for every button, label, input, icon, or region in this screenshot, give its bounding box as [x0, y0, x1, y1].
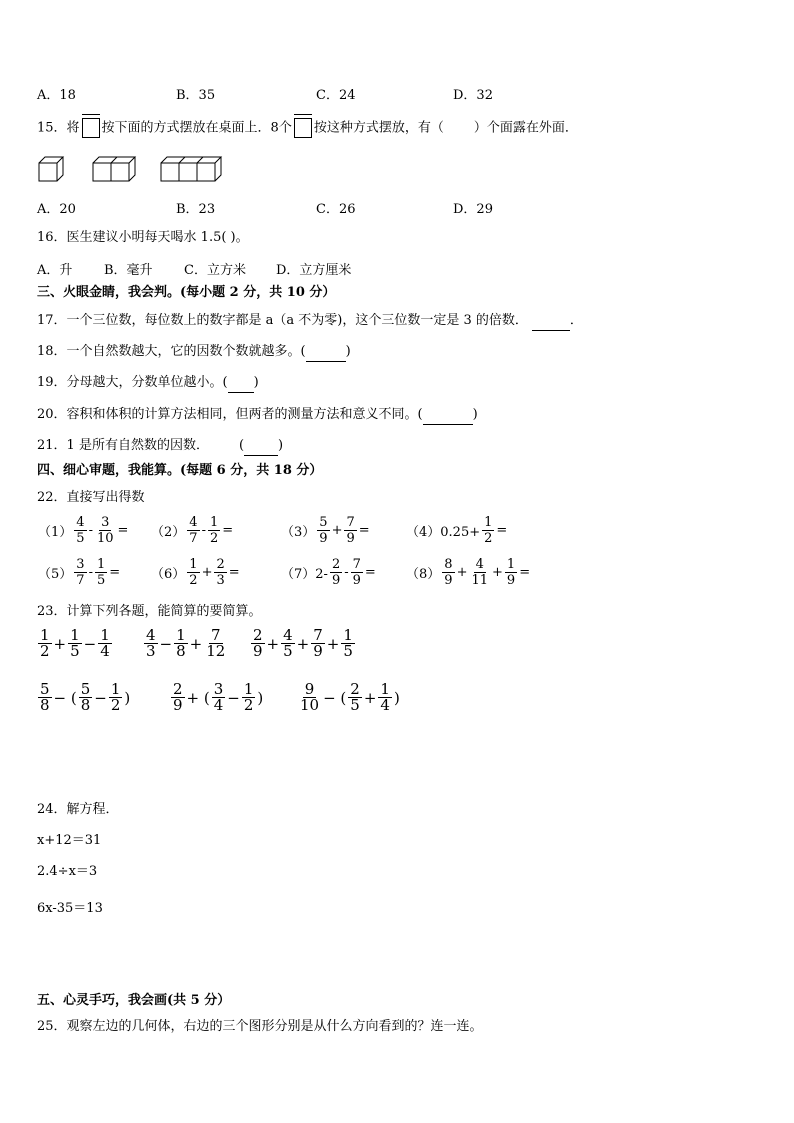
q22-text: 22．直接写出得数 [37, 490, 145, 505]
q20-text: 20．容积和体积的计算方法相同，但两者的测量方法和意义不同。( ) [37, 405, 478, 425]
q23-expr-1: $\frac{1}{2}$ + $\frac{1}{5}$ − $\frac{1}{4}$ [40, 626, 110, 660]
q23-expr-5: $\frac{2}{9}$ + ( $\frac{3}{4}$ − $\frac{1}{2}$ ) [173, 680, 264, 714]
q15-option-c: C．26 [316, 202, 356, 217]
q22-item-2: （2） $\frac{4}{7}$ - $\frac{1}{2}$ = [151, 515, 234, 546]
answer-blank[interactable] [423, 410, 473, 425]
q23-expr-4: $\frac{5}{8}$ − ( $\frac{5}{8}$ − $\frac{1}{2}$ ) [40, 680, 131, 714]
q15-text: 15．将 按下面的方式摆放在桌面上．8个 按这种方式摆放，有（ ）个面露在外面． [37, 118, 578, 139]
q14-option-c: C．24 [316, 88, 356, 103]
cube-arrangement-figure [37, 155, 227, 185]
q16-option-b: B．毫升 [104, 263, 153, 278]
q15-option-d: D．29 [453, 202, 493, 217]
q22-item-6: （6） $\frac{1}{2}$ + $\frac{2}{3}$ = [151, 557, 240, 588]
answer-blank[interactable] [532, 316, 570, 331]
q16-option-a: A．升 [37, 263, 73, 278]
q16-text: 16．医生建议小明每天喝水 1.5( )。 [37, 230, 249, 245]
q21-text: 21．1 是所有自然数的因数． ( ) [37, 436, 283, 456]
q22-item-1: （1） $\frac{4}{5}$ - $\frac{3}{10}$ = [38, 515, 129, 546]
q18-text: 18．一个自然数越大，它的因数个数就越多。( ) [37, 342, 351, 362]
q19-text: 19．分母越大，分数单位越小。( ) [37, 373, 259, 393]
q22-item-8: （8） $\frac{8}{9}$ + $\frac{4}{11}$ + $\frac{1}{9}$ = [406, 557, 531, 588]
q17-text: 17．一个三位数，每位数上的数字都是 a（a 不为零)，这个三位数一定是 3 的倍数． ． [37, 311, 583, 331]
q23-expr-3: $\frac{2}{9}$ + $\frac{4}{5}$ + $\frac{7}{9}$ + $\frac{1}{5}$ [253, 626, 353, 660]
answer-blank[interactable] [244, 441, 278, 456]
q23-expr-2: $\frac{4}{3}$ − $\frac{1}{8}$ + $\frac{7}{12}$ [146, 626, 226, 660]
equation-2: 2.4÷x＝3 [37, 864, 98, 879]
q24-text: 24．解方程． [37, 802, 119, 817]
q14-option-b: B．35 [176, 88, 216, 103]
q22-item-5: （5） $\frac{3}{7}$ - $\frac{1}{5}$ = [38, 557, 121, 588]
q15-option-b: B．23 [176, 202, 216, 217]
section-4-heading: 四、细心审题，我能算。(每题 6 分，共 18 分） [37, 463, 323, 478]
section-5-heading: 五、心灵手巧，我会画(共 5 分） [37, 993, 231, 1008]
cube-icon [82, 118, 100, 138]
cube-icon [294, 118, 312, 138]
q22-item-3: （3） $\frac{5}{9}$ + $\frac{7}{9}$ = [281, 515, 370, 546]
q16-option-c: C．立方米 [184, 263, 246, 278]
answer-blank[interactable] [306, 347, 346, 362]
section-3-heading: 三、火眼金睛，我会判。(每小题 2 分，共 10 分） [37, 285, 336, 300]
answer-blank[interactable] [228, 378, 254, 393]
q22-item-7: （7）2- $\frac{2}{9}$ - $\frac{7}{9}$ = [281, 557, 376, 588]
equation-3: 6x-35＝13 [37, 901, 103, 916]
q25-text: 25．观察左边的几何体，右边的三个图形分别是从什么方向看到的？连一连。 [37, 1019, 483, 1034]
q22-item-4: （4）0.25+ $\frac{1}{2}$ = [406, 515, 508, 546]
q16-option-d: D．立方厘米 [276, 263, 352, 278]
q23-text: 23．计算下列各题，能简算的要简算。 [37, 604, 262, 619]
q14-option-d: D．32 [453, 88, 493, 103]
q23-expr-6: $\frac{9}{10}$ − ( $\frac{2}{5}$ + $\frac{1}{4}$ ) [300, 680, 400, 714]
q15-option-a: A．20 [37, 202, 76, 217]
q14-option-a: A．18 [37, 88, 76, 103]
equation-1: x+12＝31 [37, 833, 102, 848]
